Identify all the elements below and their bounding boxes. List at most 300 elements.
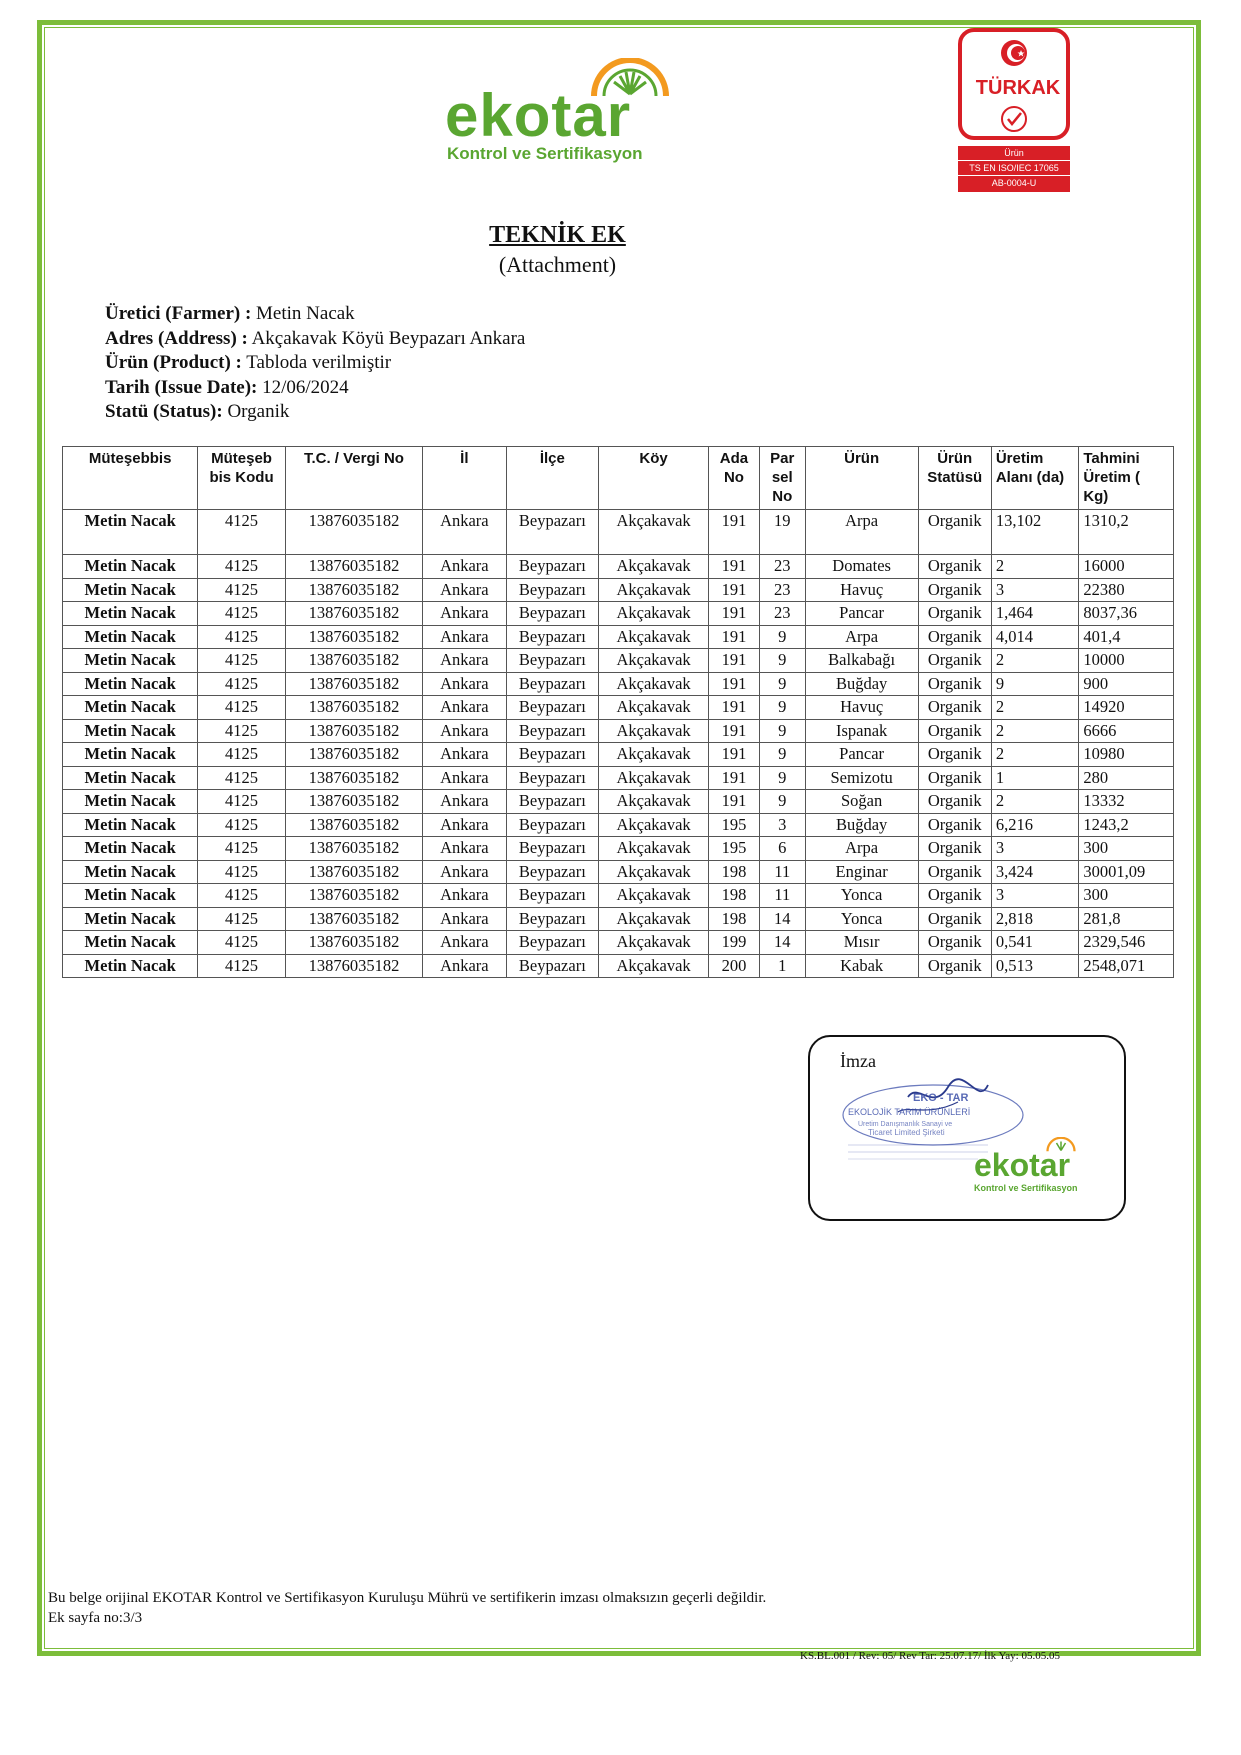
table-cell: Havuç <box>805 696 918 720</box>
table-cell: 191 <box>709 649 760 673</box>
table-cell: 3 <box>991 884 1078 908</box>
table-row <box>63 696 1174 720</box>
table-cell: 401,4 <box>1079 625 1174 649</box>
table-cell: 4125 <box>198 719 285 743</box>
table-cell: 10000 <box>1079 649 1174 673</box>
info-label: Statü (Status): <box>105 401 223 422</box>
table-cell: Beypazarı <box>506 555 599 579</box>
table-cell: 4125 <box>198 672 285 696</box>
table-cell: 3 <box>759 813 805 837</box>
table-cell: Ankara <box>423 860 506 884</box>
logo-subtitle: Kontrol ve Sertifikasyon <box>974 1183 1078 1193</box>
info-row <box>105 376 525 401</box>
table-cell: Organik <box>918 766 991 790</box>
table-cell: Organik <box>918 790 991 814</box>
table-cell: Ankara <box>423 510 506 555</box>
table-cell: Beypazarı <box>506 625 599 649</box>
validity-note: Bu belge orijinal EKOTAR Kontrol ve Sertifikasyon Kuruluşu Mührü ve sertifikerin imzası olmaksızın geçerli değildir. <box>48 1590 767 1606</box>
table-cell: 4125 <box>198 813 285 837</box>
check-circle-icon <box>999 104 1029 134</box>
table-cell: Akçakavak <box>599 790 709 814</box>
table-cell: 13876035182 <box>285 649 422 673</box>
table-cell: 3 <box>991 578 1078 602</box>
crescent-star-icon <box>999 38 1029 68</box>
table-row <box>63 578 1174 602</box>
table-cell: 2548,071 <box>1079 954 1174 978</box>
table-cell: Ankara <box>423 625 506 649</box>
table-cell: 11 <box>759 860 805 884</box>
info-value: 12/06/2024 <box>262 376 349 398</box>
logo-wordmark: ekotar <box>445 82 632 149</box>
table-cell: Beypazarı <box>506 696 599 720</box>
table-cell: 4125 <box>198 696 285 720</box>
table-cell: Metin Nacak <box>63 649 198 673</box>
table-body <box>63 510 1174 978</box>
table-cell: 4125 <box>198 837 285 861</box>
table-cell: Metin Nacak <box>63 860 198 884</box>
info-row <box>105 351 525 376</box>
table-cell: 13876035182 <box>285 696 422 720</box>
table-cell: Metin Nacak <box>63 954 198 978</box>
table-cell: Buğday <box>805 813 918 837</box>
farmer-info <box>105 302 525 425</box>
table-cell: 13876035182 <box>285 743 422 767</box>
table-cell: 4125 <box>198 907 285 931</box>
table-cell: Metin Nacak <box>63 837 198 861</box>
table-cell: Organik <box>918 907 991 931</box>
table-cell: Akçakavak <box>599 860 709 884</box>
table-cell: Arpa <box>805 510 918 555</box>
table-cell: 191 <box>709 625 760 649</box>
table-cell: Ankara <box>423 578 506 602</box>
table-cell: Metin Nacak <box>63 625 198 649</box>
table-cell: Semizotu <box>805 766 918 790</box>
table-cell: Akçakavak <box>599 931 709 955</box>
table-cell: 195 <box>709 813 760 837</box>
column-header: Ada No <box>709 447 760 510</box>
table-cell: Akçakavak <box>599 884 709 908</box>
table-cell: 4,014 <box>991 625 1078 649</box>
table-cell: Beypazarı <box>506 860 599 884</box>
table-cell: Metin Nacak <box>63 790 198 814</box>
table-cell: 4125 <box>198 578 285 602</box>
table-cell: 6666 <box>1079 719 1174 743</box>
turkak-band-line: AB-0004-U <box>991 178 1037 188</box>
column-header: Müteşeb bis Kodu <box>198 447 285 510</box>
table-cell: 191 <box>709 719 760 743</box>
stamp-line: EKOLOJİK TARIM ÜRÜNLERİ <box>848 1107 971 1117</box>
table-cell: 14 <box>759 931 805 955</box>
table-cell: 9 <box>759 766 805 790</box>
column-header: Üretim Alanı (da) <box>991 447 1078 510</box>
table-row <box>63 625 1174 649</box>
table-cell: 0,513 <box>991 954 1078 978</box>
info-label: Tarih (Issue Date): <box>105 376 258 398</box>
table-cell: Pancar <box>805 602 918 626</box>
signature-ekotar-logo <box>974 1137 1104 1197</box>
table-cell: 195 <box>709 837 760 861</box>
table-cell: Ankara <box>423 672 506 696</box>
table-cell: 14920 <box>1079 696 1174 720</box>
table-cell: 2 <box>991 696 1078 720</box>
table-header-row <box>63 447 1174 510</box>
table-row <box>63 884 1174 908</box>
table-cell: 1243,2 <box>1079 813 1174 837</box>
table-cell: 23 <box>759 602 805 626</box>
column-header: Tahmini Üretim ( Kg) <box>1079 447 1174 510</box>
table-cell: 4125 <box>198 555 285 579</box>
table-cell: 9 <box>759 625 805 649</box>
table-cell: 0,541 <box>991 931 1078 955</box>
table-cell: Metin Nacak <box>63 696 198 720</box>
table-cell: Domates <box>805 555 918 579</box>
table-cell: 4125 <box>198 649 285 673</box>
column-header: İlçe <box>506 447 599 510</box>
table-cell: Akçakavak <box>599 602 709 626</box>
table-cell: Beypazarı <box>506 743 599 767</box>
table-cell: Organik <box>918 649 991 673</box>
table-cell: Beypazarı <box>506 649 599 673</box>
production-table <box>62 446 1174 978</box>
table-cell: 13,102 <box>991 510 1078 555</box>
table-cell: Organik <box>918 719 991 743</box>
table-cell: Havuç <box>805 578 918 602</box>
column-header: Ürün Statüsü <box>918 447 991 510</box>
table-cell: Beypazarı <box>506 578 599 602</box>
table-cell: 2 <box>991 743 1078 767</box>
table-cell: Arpa <box>805 837 918 861</box>
table-row <box>63 743 1174 767</box>
table-cell: 13332 <box>1079 790 1174 814</box>
table-cell: 2 <box>991 555 1078 579</box>
signature-box <box>808 1035 1126 1221</box>
table-cell: 4125 <box>198 954 285 978</box>
document-title: TEKNİK EK <box>489 222 626 248</box>
table-row <box>63 837 1174 861</box>
table-row <box>63 719 1174 743</box>
table-cell: Organik <box>918 672 991 696</box>
table-cell: 16000 <box>1079 555 1174 579</box>
table-cell: 191 <box>709 602 760 626</box>
table-cell: 13876035182 <box>285 837 422 861</box>
document-code: KS.BL.001 / Rev: 05/ Rev Tar: 25.07.17/ İlk Yay: 05.05.05 <box>800 1650 1060 1662</box>
table-cell: 191 <box>709 510 760 555</box>
table-row <box>63 813 1174 837</box>
table-cell: Metin Nacak <box>63 510 198 555</box>
document-subtitle: (Attachment) <box>498 252 617 277</box>
table-cell: 4125 <box>198 860 285 884</box>
table-cell: Organik <box>918 954 991 978</box>
table-cell: 23 <box>759 578 805 602</box>
table-cell: Beypazarı <box>506 884 599 908</box>
table-cell: 191 <box>709 743 760 767</box>
table-cell: 2 <box>991 649 1078 673</box>
table-cell: 13876035182 <box>285 907 422 931</box>
table-cell: Kabak <box>805 954 918 978</box>
turkak-wordmark: TÜRKAK <box>975 77 1061 99</box>
table-cell: Ankara <box>423 743 506 767</box>
table-row <box>63 907 1174 931</box>
table-cell: Yonca <box>805 907 918 931</box>
table-cell: Organik <box>918 555 991 579</box>
table-cell: Akçakavak <box>599 743 709 767</box>
table-cell: 191 <box>709 696 760 720</box>
table-cell: 13876035182 <box>285 790 422 814</box>
table-cell: 9 <box>759 790 805 814</box>
table-cell: Arpa <box>805 625 918 649</box>
table-cell: 23 <box>759 555 805 579</box>
turkak-frame <box>958 28 1070 140</box>
footer-note <box>48 1588 766 1628</box>
table-cell: Beypazarı <box>506 813 599 837</box>
table-cell: Akçakavak <box>599 555 709 579</box>
table-cell: Metin Nacak <box>63 743 198 767</box>
table-cell: 4125 <box>198 510 285 555</box>
table-cell: Beypazarı <box>506 907 599 931</box>
info-value: Akçakavak Köyü Beypazarı Ankara <box>251 327 526 349</box>
table-row <box>63 954 1174 978</box>
column-header: Par sel No <box>759 447 805 510</box>
table-cell: Akçakavak <box>599 672 709 696</box>
column-header: T.C. / Vergi No <box>285 447 422 510</box>
table-cell: Organik <box>918 696 991 720</box>
turkak-band-line: Ürün <box>958 146 1070 161</box>
table-cell: 4125 <box>198 625 285 649</box>
table-cell: Enginar <box>805 860 918 884</box>
table-cell: Metin Nacak <box>63 672 198 696</box>
table-row <box>63 602 1174 626</box>
table-cell: Ankara <box>423 931 506 955</box>
table-row <box>63 555 1174 579</box>
table-cell: Beypazarı <box>506 954 599 978</box>
table-cell: 191 <box>709 578 760 602</box>
table-cell: Organik <box>918 884 991 908</box>
signature-label: İmza <box>840 1051 876 1071</box>
table-row <box>63 790 1174 814</box>
stamp-line: Üretim Danışmanlık Sanayi ve <box>858 1121 953 1128</box>
turkak-accreditation-band <box>958 146 1070 192</box>
table-cell: Beypazarı <box>506 766 599 790</box>
table-cell: Organik <box>918 625 991 649</box>
table-cell: 4125 <box>198 884 285 908</box>
stamp-line: Ticaret Limited Şirketi <box>868 1128 945 1137</box>
table-cell: Akçakavak <box>599 813 709 837</box>
table-cell: Beypazarı <box>506 510 599 555</box>
table-cell: 280 <box>1079 766 1174 790</box>
table-cell: 200 <box>709 954 760 978</box>
table-cell: 198 <box>709 884 760 908</box>
table-cell: Akçakavak <box>599 510 709 555</box>
column-header: Ürün <box>805 447 918 510</box>
table-cell: Metin Nacak <box>63 578 198 602</box>
table-cell: 13876035182 <box>285 510 422 555</box>
table-cell: Metin Nacak <box>63 813 198 837</box>
table-cell: 13876035182 <box>285 954 422 978</box>
page-number: Ek sayfa no:3/3 <box>48 1610 143 1626</box>
table-cell: 2329,546 <box>1079 931 1174 955</box>
table-cell: 4125 <box>198 766 285 790</box>
table-cell: 13876035182 <box>285 672 422 696</box>
info-label: Adres (Address) : <box>105 327 248 349</box>
table-cell: Organik <box>918 602 991 626</box>
table-cell: Akçakavak <box>599 578 709 602</box>
info-row <box>105 327 525 352</box>
table-cell: Beypazarı <box>506 837 599 861</box>
table-cell: 13876035182 <box>285 884 422 908</box>
table-cell: 13876035182 <box>285 813 422 837</box>
table-cell: 4125 <box>198 931 285 955</box>
table-cell: Ankara <box>423 907 506 931</box>
table-cell: 9 <box>759 696 805 720</box>
table-cell: Ankara <box>423 954 506 978</box>
table-cell: 300 <box>1079 837 1174 861</box>
table-cell: 4125 <box>198 602 285 626</box>
table-row <box>63 860 1174 884</box>
table-cell: Beypazarı <box>506 719 599 743</box>
table-cell: 191 <box>709 672 760 696</box>
table-cell: 13876035182 <box>285 860 422 884</box>
table-cell: 199 <box>709 931 760 955</box>
logo-subtitle: Kontrol ve Sertifikasyon <box>447 144 643 163</box>
table-cell: 30001,09 <box>1079 860 1174 884</box>
table-cell: 3,424 <box>991 860 1078 884</box>
table-cell: Soğan <box>805 790 918 814</box>
table-cell: Ankara <box>423 766 506 790</box>
table-cell: Beypazarı <box>506 602 599 626</box>
table-cell: 9 <box>991 672 1078 696</box>
table-cell: 4125 <box>198 790 285 814</box>
table-cell: Organik <box>918 931 991 955</box>
table-cell: 900 <box>1079 672 1174 696</box>
table-cell: Akçakavak <box>599 649 709 673</box>
column-header: Müteşebbis <box>63 447 198 510</box>
table-cell: Organik <box>918 860 991 884</box>
stamp-line: EKO - TAR <box>913 1092 969 1104</box>
table-cell: 19 <box>759 510 805 555</box>
table-row <box>63 766 1174 790</box>
info-label: Ürün (Product) : <box>105 352 242 373</box>
info-value: Organik <box>227 401 290 422</box>
table-cell: Metin Nacak <box>63 555 198 579</box>
ekotar-logo <box>445 58 715 168</box>
table-cell: 198 <box>709 860 760 884</box>
table-cell: Metin Nacak <box>63 907 198 931</box>
table-cell: Ispanak <box>805 719 918 743</box>
table-cell: Organik <box>918 510 991 555</box>
table-cell: 9 <box>759 649 805 673</box>
table-cell: Ankara <box>423 719 506 743</box>
table-cell: 3 <box>991 837 1078 861</box>
table-cell: Akçakavak <box>599 719 709 743</box>
table-cell: 13876035182 <box>285 555 422 579</box>
table-cell: Ankara <box>423 602 506 626</box>
table-cell: Metin Nacak <box>63 931 198 955</box>
table-cell: 1 <box>759 954 805 978</box>
table-cell: Mısır <box>805 931 918 955</box>
table-cell: Akçakavak <box>599 907 709 931</box>
table-cell: 1 <box>991 766 1078 790</box>
table-cell: Akçakavak <box>599 954 709 978</box>
table-cell: 13876035182 <box>285 625 422 649</box>
column-header: Köy <box>599 447 709 510</box>
table-cell: Yonca <box>805 884 918 908</box>
table-cell: Akçakavak <box>599 766 709 790</box>
table-cell: 13876035182 <box>285 578 422 602</box>
table-cell: 191 <box>709 766 760 790</box>
table-cell: 191 <box>709 555 760 579</box>
table-cell: Metin Nacak <box>63 719 198 743</box>
table-cell: 14 <box>759 907 805 931</box>
table-cell: 13876035182 <box>285 931 422 955</box>
table-cell: 22380 <box>1079 578 1174 602</box>
column-header: İl <box>423 447 506 510</box>
table-cell: 10980 <box>1079 743 1174 767</box>
table-cell: Organik <box>918 813 991 837</box>
table-cell: Ankara <box>423 696 506 720</box>
table-cell: 1,464 <box>991 602 1078 626</box>
table-cell: Beypazarı <box>506 790 599 814</box>
table-cell: 9 <box>759 719 805 743</box>
table-cell: Balkabağı <box>805 649 918 673</box>
table-cell: 11 <box>759 884 805 908</box>
table-cell: 13876035182 <box>285 602 422 626</box>
table-cell: Metin Nacak <box>63 602 198 626</box>
table-cell: 4125 <box>198 743 285 767</box>
table-cell: 13876035182 <box>285 766 422 790</box>
table-cell: Organik <box>918 743 991 767</box>
table-row <box>63 672 1174 696</box>
table-row <box>63 649 1174 673</box>
table-cell: 6,216 <box>991 813 1078 837</box>
table-cell: Ankara <box>423 649 506 673</box>
table-cell: Ankara <box>423 555 506 579</box>
table-cell: Akçakavak <box>599 837 709 861</box>
info-row <box>105 302 525 327</box>
info-value: Metin Nacak <box>256 303 355 324</box>
table-cell: 2 <box>991 719 1078 743</box>
table-cell: 281,8 <box>1079 907 1174 931</box>
table-cell: 6 <box>759 837 805 861</box>
table-cell: 300 <box>1079 884 1174 908</box>
table-cell: Beypazarı <box>506 931 599 955</box>
table-cell: 2 <box>991 790 1078 814</box>
table-cell: Akçakavak <box>599 696 709 720</box>
table-cell: Metin Nacak <box>63 884 198 908</box>
table-cell: 9 <box>759 672 805 696</box>
table-cell: 8037,36 <box>1079 602 1174 626</box>
table-cell: Metin Nacak <box>63 766 198 790</box>
table-cell: 198 <box>709 907 760 931</box>
info-row <box>105 400 525 425</box>
table-cell: Organik <box>918 837 991 861</box>
table-cell: Ankara <box>423 813 506 837</box>
info-label: Üretici (Farmer) : <box>105 303 252 324</box>
table-cell: 2,818 <box>991 907 1078 931</box>
turkak-band-line: TS EN ISO/IEC 17065 <box>958 161 1070 176</box>
table-cell: Ankara <box>423 837 506 861</box>
table-row <box>63 510 1174 555</box>
table-cell: 1310,2 <box>1079 510 1174 555</box>
table-row <box>63 931 1174 955</box>
table-cell: 9 <box>759 743 805 767</box>
table-cell: Akçakavak <box>599 625 709 649</box>
table-cell: Buğday <box>805 672 918 696</box>
logo-wordmark: ekotar <box>974 1147 1071 1183</box>
table-cell: Beypazarı <box>506 672 599 696</box>
table-cell: 191 <box>709 790 760 814</box>
turkak-badge <box>958 28 1070 192</box>
info-value: Tabloda verilmiştir <box>246 352 392 373</box>
